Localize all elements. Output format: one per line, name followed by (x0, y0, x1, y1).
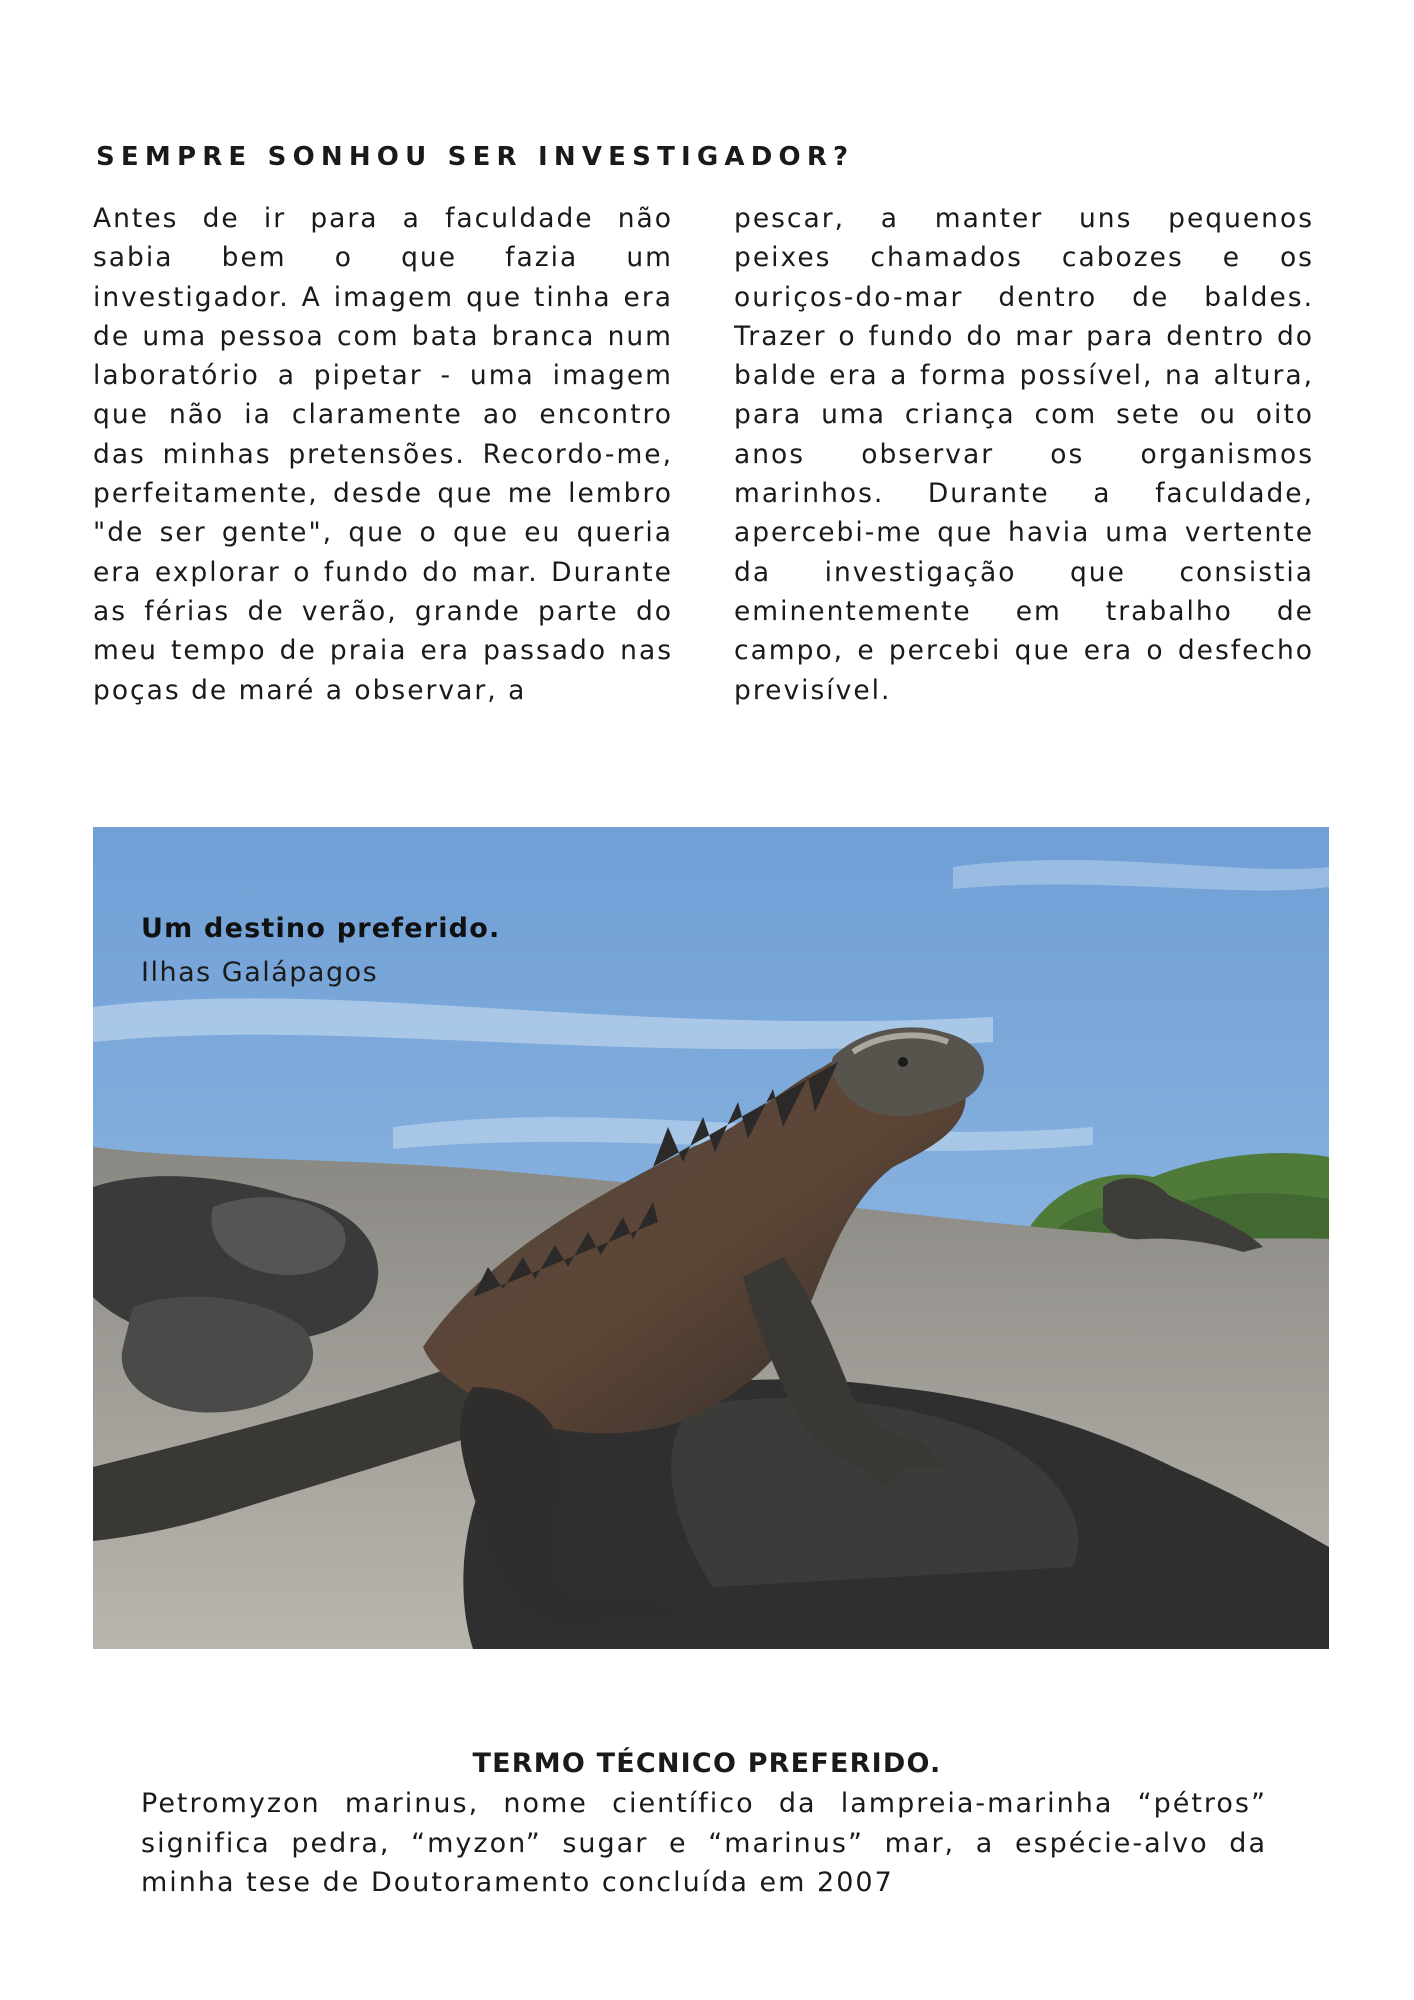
iguana-illustration (93, 827, 1329, 1649)
photo-caption-title: Um destino preferido. (141, 913, 501, 944)
term-title: TERMO TÉCNICO PREFERIDO. (472, 1748, 942, 1779)
section-heading: SEMPRE SONHOU SER INVESTIGADOR? (96, 142, 855, 172)
term-body: Petromyzon marinus, nome científico da lampreia-marinha “pétros” significa pedra, “myzon” sugar e “marinus” mar, a espécie-alvo da minha tese de Doutoramento concluída em 2007 (141, 1788, 1267, 1898)
photo-caption-subtitle: Ilhas Galápagos (141, 957, 379, 988)
iguana-photo (93, 827, 1329, 1649)
article-column-left: Antes de ir para a faculdade não sabia bem o que fazia um investigador. A imagem que tinha era de uma pessoa com bata branca num laboratório a pipetar - uma imagem que não ia claramente ao encontro das minhas pretensões. Recordo-me, perfeitamente, desde que me lembro "de ser gente", que o que eu queria era explorar o fundo do mar. Durante as férias de verão, grande parte do meu tempo de praia era passado nas poças de maré a observar, a (93, 203, 673, 706)
article-column-right: pescar, a manter uns pequenos peixes chamados cabozes e os ouriços-do-mar dentro de baldes. Trazer o fundo do mar para dentro do balde era a forma possível, na altura, para uma criança com sete ou oito anos observar os organismos marinhos. Durante a faculdade, apercebi-me que havia uma vertente da investigação que consistia eminentemente em trabalho de campo, e percebi que era o desfecho previsível. (734, 203, 1314, 706)
